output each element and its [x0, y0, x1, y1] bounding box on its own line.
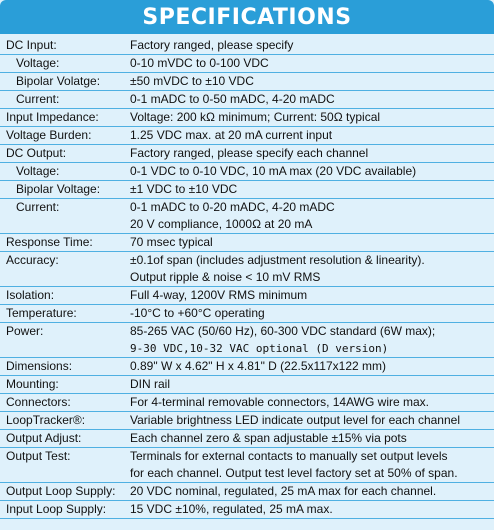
page-title: SPECIFICATIONS [142, 4, 352, 30]
spec-label: Voltage: [16, 164, 60, 178]
spec-value-line: Factory ranged, please specify [130, 38, 294, 52]
spec-value [126, 37, 494, 55]
spec-label: Current: [16, 92, 60, 106]
spec-value-line: ±1 VDC to ±10 VDC [130, 182, 238, 196]
title-banner [0, 0, 494, 34]
table-row [0, 181, 494, 199]
spec-value [126, 323, 494, 358]
spec-value [126, 163, 494, 181]
spec-value-line: Full 4-way, 1200V RMS minimum [130, 288, 308, 302]
spec-value [126, 127, 494, 145]
table-row [0, 163, 494, 181]
spec-label: Response Time: [6, 235, 93, 249]
table-row [0, 55, 494, 73]
spec-value [126, 109, 494, 127]
spec-value [126, 305, 494, 323]
spec-value-line: ±0.1of span (includes adjustment resolution & linearity). [130, 253, 425, 267]
table-row [0, 287, 494, 305]
spec-value [126, 376, 494, 394]
table-row [0, 376, 494, 394]
spec-label: DC Input: [6, 38, 57, 52]
spec-label: LoopTracker®: [6, 413, 86, 427]
spec-value-line: ±50 mVDC to ±10 VDC [130, 74, 254, 88]
spec-value [126, 358, 494, 376]
table-row [0, 109, 494, 127]
table-row [0, 127, 494, 145]
spec-value [126, 394, 494, 412]
table-row [0, 448, 494, 483]
spec-label: Connectors: [6, 395, 71, 409]
spec-value-line: Output ripple & noise < 10 mV RMS [130, 270, 321, 284]
spec-value [126, 145, 494, 163]
spec-label: Input Loop Supply: [6, 502, 107, 516]
spec-value-line: Factory ranged, please specify each channel [130, 146, 369, 160]
spec-value [126, 181, 494, 199]
spec-value-line: 0-10 mVDC to 0-100 VDC [130, 56, 269, 70]
spec-value-line: 20 VDC nominal, regulated, 25 mA max for each channel. [130, 484, 437, 498]
spec-value [126, 252, 494, 287]
spec-value [126, 199, 494, 234]
table-row [0, 305, 494, 323]
spec-table [0, 37, 494, 519]
spec-label: DC Output: [6, 146, 67, 160]
spec-label: Power: [6, 324, 44, 338]
table-row [0, 483, 494, 501]
table-row [0, 394, 494, 412]
spec-value-line: 0.89" W x 4.62" H x 4.81" D (22.5x117x122 mm) [130, 359, 387, 373]
spec-label: Output Loop Supply: [6, 484, 116, 498]
spec-value-line: Variable brightness LED indicate output level for each channel [130, 413, 460, 427]
table-row [0, 234, 494, 252]
spec-value-line: 9-30 VDC,10-32 VAC optional (D version) [130, 342, 389, 355]
spec-label: Accuracy: [6, 253, 59, 267]
spec-label: Temperature: [6, 306, 77, 320]
table-row [0, 145, 494, 163]
spec-value-line: For 4-terminal removable connectors, 14AWG wire max. [130, 395, 429, 409]
table-row [0, 252, 494, 287]
spec-value-line: 0-1 mADC to 0-20 mADC, 4-20 mADC [130, 200, 335, 214]
spec-value [126, 73, 494, 91]
spec-value-line: 20 V compliance, 1000Ω at 20 mA [130, 217, 313, 231]
spec-value-line: Voltage: 200 kΩ minimum; Current: 50Ω typical [130, 110, 381, 124]
spec-label: Current: [16, 200, 60, 214]
spec-value [126, 91, 494, 109]
spec-value-line: Terminals for external contacts to manually set output levels [130, 449, 448, 463]
spec-value-line: DIN rail [130, 377, 171, 391]
table-row [0, 358, 494, 376]
table-row [0, 501, 494, 519]
spec-table-body [0, 37, 494, 519]
spec-value-line: -10°C to +60°C operating [130, 306, 265, 320]
spec-value [126, 234, 494, 252]
spec-value [126, 412, 494, 430]
spec-value-line: for each channel. Output test level factory set at 50% of span. [130, 466, 458, 480]
spec-value [126, 483, 494, 501]
spec-value-line: 1.25 VDC max. at 20 mA current input [130, 128, 333, 142]
table-row [0, 37, 494, 55]
spec-label: Output Test: [6, 449, 71, 463]
spec-value [126, 430, 494, 448]
spec-value [126, 448, 494, 483]
spec-value-line: Each channel zero & span adjustable ±15% via pots [130, 431, 407, 445]
spec-value [126, 501, 494, 519]
spec-value-line: 0-1 VDC to 0-10 VDC, 10 mA max (20 VDC available) [130, 164, 417, 178]
table-row [0, 73, 494, 91]
spec-label: Dimensions: [6, 359, 73, 373]
spec-value-line: 15 VDC ±10%, regulated, 25 mA max. [130, 502, 333, 516]
table-row [0, 412, 494, 430]
spec-label: Voltage: [16, 56, 60, 70]
spec-value [126, 55, 494, 73]
spec-value [126, 287, 494, 305]
spec-label: Bipolar Volatge: [16, 74, 101, 88]
table-row [0, 91, 494, 109]
table-row [0, 430, 494, 448]
spec-label: Output Adjust: [6, 431, 82, 445]
spec-value-line: 0-1 mADC to 0-50 mADC, 4-20 mADC [130, 92, 335, 106]
spec-label: Isolation: [6, 288, 55, 302]
spec-label: Bipolar Voltage: [16, 182, 101, 196]
spec-label: Mounting: [6, 377, 59, 391]
spec-label: Input Impedance: [6, 110, 99, 124]
spec-value-line: 85-265 VAC (50/60 Hz), 60-300 VDC standard (6W max); [130, 324, 436, 338]
spec-label: Voltage Burden: [6, 128, 92, 142]
table-row [0, 323, 494, 358]
spec-value-line: 70 msec typical [130, 235, 213, 249]
table-row [0, 199, 494, 234]
